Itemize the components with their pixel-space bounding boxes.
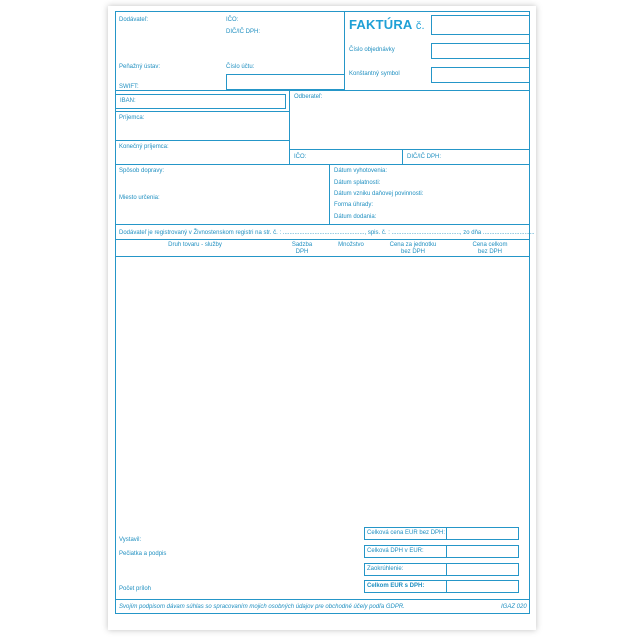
account-label: Číslo účtu: bbox=[226, 64, 255, 70]
divider bbox=[446, 580, 447, 593]
destination-label: Miesto určenia: bbox=[119, 195, 160, 201]
customer-label: Odberateľ: bbox=[294, 94, 323, 100]
iban-field[interactable] bbox=[115, 94, 286, 109]
registry-dots-date: ............................... bbox=[482, 230, 535, 236]
iban-label: IBAN: bbox=[120, 98, 136, 104]
constant-symbol-label: Konštantný symbol bbox=[349, 71, 400, 77]
registry-spis: , spis. č. : bbox=[364, 230, 390, 236]
customer-ico-label: IČO: bbox=[294, 154, 307, 160]
col-header-unit-price: Cena za jednotku bbox=[389, 242, 437, 248]
col-header-unit-price-2: bez DPH bbox=[400, 249, 425, 255]
tax-point-date-label: Dátum vzniku daňovej povinnosti: bbox=[334, 191, 424, 197]
gdpr-consent-text: Svojím podpisom dávam súhlas so spracovaním mojich osobných údajov pre obchodné účely podľa GDPR. bbox=[119, 604, 405, 610]
order-number-label: Číslo objednávky bbox=[349, 47, 395, 53]
total-gross-label: Celkom EUR s DPH: bbox=[367, 583, 425, 589]
divider bbox=[115, 239, 530, 240]
divider bbox=[290, 149, 530, 150]
col-header-quantity: Množstvo bbox=[338, 242, 364, 248]
col-header-vat-rate: Sadzba bbox=[291, 242, 313, 248]
col-header-vat-rate-2: DPH bbox=[295, 249, 309, 255]
total-vat-label: Celková DPH v EUR: bbox=[367, 548, 424, 554]
divider bbox=[115, 111, 290, 112]
divider bbox=[115, 599, 530, 600]
total-net-label: Celková cena EUR bez DPH: bbox=[367, 530, 446, 536]
form-code: IGAZ 020 bbox=[501, 604, 527, 610]
divider bbox=[115, 90, 530, 91]
invoice-title-suffix: č. bbox=[415, 20, 425, 32]
issue-date-label: Dátum vyhotovenia: bbox=[334, 168, 388, 174]
order-number-field[interactable] bbox=[431, 43, 530, 59]
rounding-label: Zaokrúhlenie: bbox=[367, 566, 404, 572]
divider bbox=[289, 90, 290, 164]
recipient-label: Príjemca: bbox=[119, 115, 145, 121]
supplier-label: Dodávateľ: bbox=[119, 17, 149, 23]
col-header-total: Cena celkom bbox=[472, 242, 508, 248]
divider bbox=[344, 11, 345, 90]
divider bbox=[446, 563, 447, 576]
account-field[interactable] bbox=[226, 74, 344, 90]
delivery-date-label: Dátum dodania: bbox=[334, 214, 377, 220]
col-header-total-2: bez DPH bbox=[477, 249, 502, 255]
final-recipient-label: Konečný príjemca: bbox=[119, 144, 169, 150]
col-header-goods: Druh tovaru - služby bbox=[168, 242, 222, 248]
attachments-label: Počet príloh bbox=[119, 586, 152, 592]
supplier-dic-label: DIČ/IČ DPH: bbox=[226, 29, 261, 35]
bank-label: Peňažný ústav: bbox=[119, 64, 161, 70]
invoice-number-field[interactable] bbox=[431, 15, 530, 35]
divider bbox=[402, 149, 403, 164]
registry-line bbox=[119, 230, 535, 237]
issued-by-label: Vystavil: bbox=[119, 537, 142, 543]
divider bbox=[115, 256, 530, 257]
registry-dots-spis: ......................................... bbox=[391, 230, 460, 236]
divider bbox=[446, 545, 447, 558]
divider bbox=[115, 140, 290, 141]
payment-form-label: Forma úhrady: bbox=[334, 202, 374, 208]
constant-symbol-field[interactable] bbox=[431, 67, 530, 83]
divider bbox=[115, 164, 530, 165]
registry-dots-page: ................................................. bbox=[282, 230, 365, 236]
transport-mode-label: Spôsob dopravy: bbox=[119, 168, 165, 174]
invoice-title bbox=[349, 17, 425, 32]
stamp-signature-label: Pečiatka a podpis bbox=[119, 551, 167, 557]
divider bbox=[329, 164, 330, 224]
customer-dic-label: DIČ/IČ DPH: bbox=[407, 154, 442, 160]
divider bbox=[115, 224, 530, 225]
supplier-ico-label: IČO: bbox=[226, 17, 239, 23]
registry-text: Dodávateľ je registrovaný v Živnostenskom registri na str. č. : bbox=[119, 230, 282, 236]
due-date-label: Dátum splatnosti: bbox=[334, 180, 381, 186]
invoice-title-text: FAKTÚRA bbox=[349, 17, 413, 32]
swift-label: SWIFT: bbox=[119, 84, 139, 90]
divider bbox=[446, 527, 447, 540]
registry-date: , zo dňa bbox=[459, 230, 482, 236]
